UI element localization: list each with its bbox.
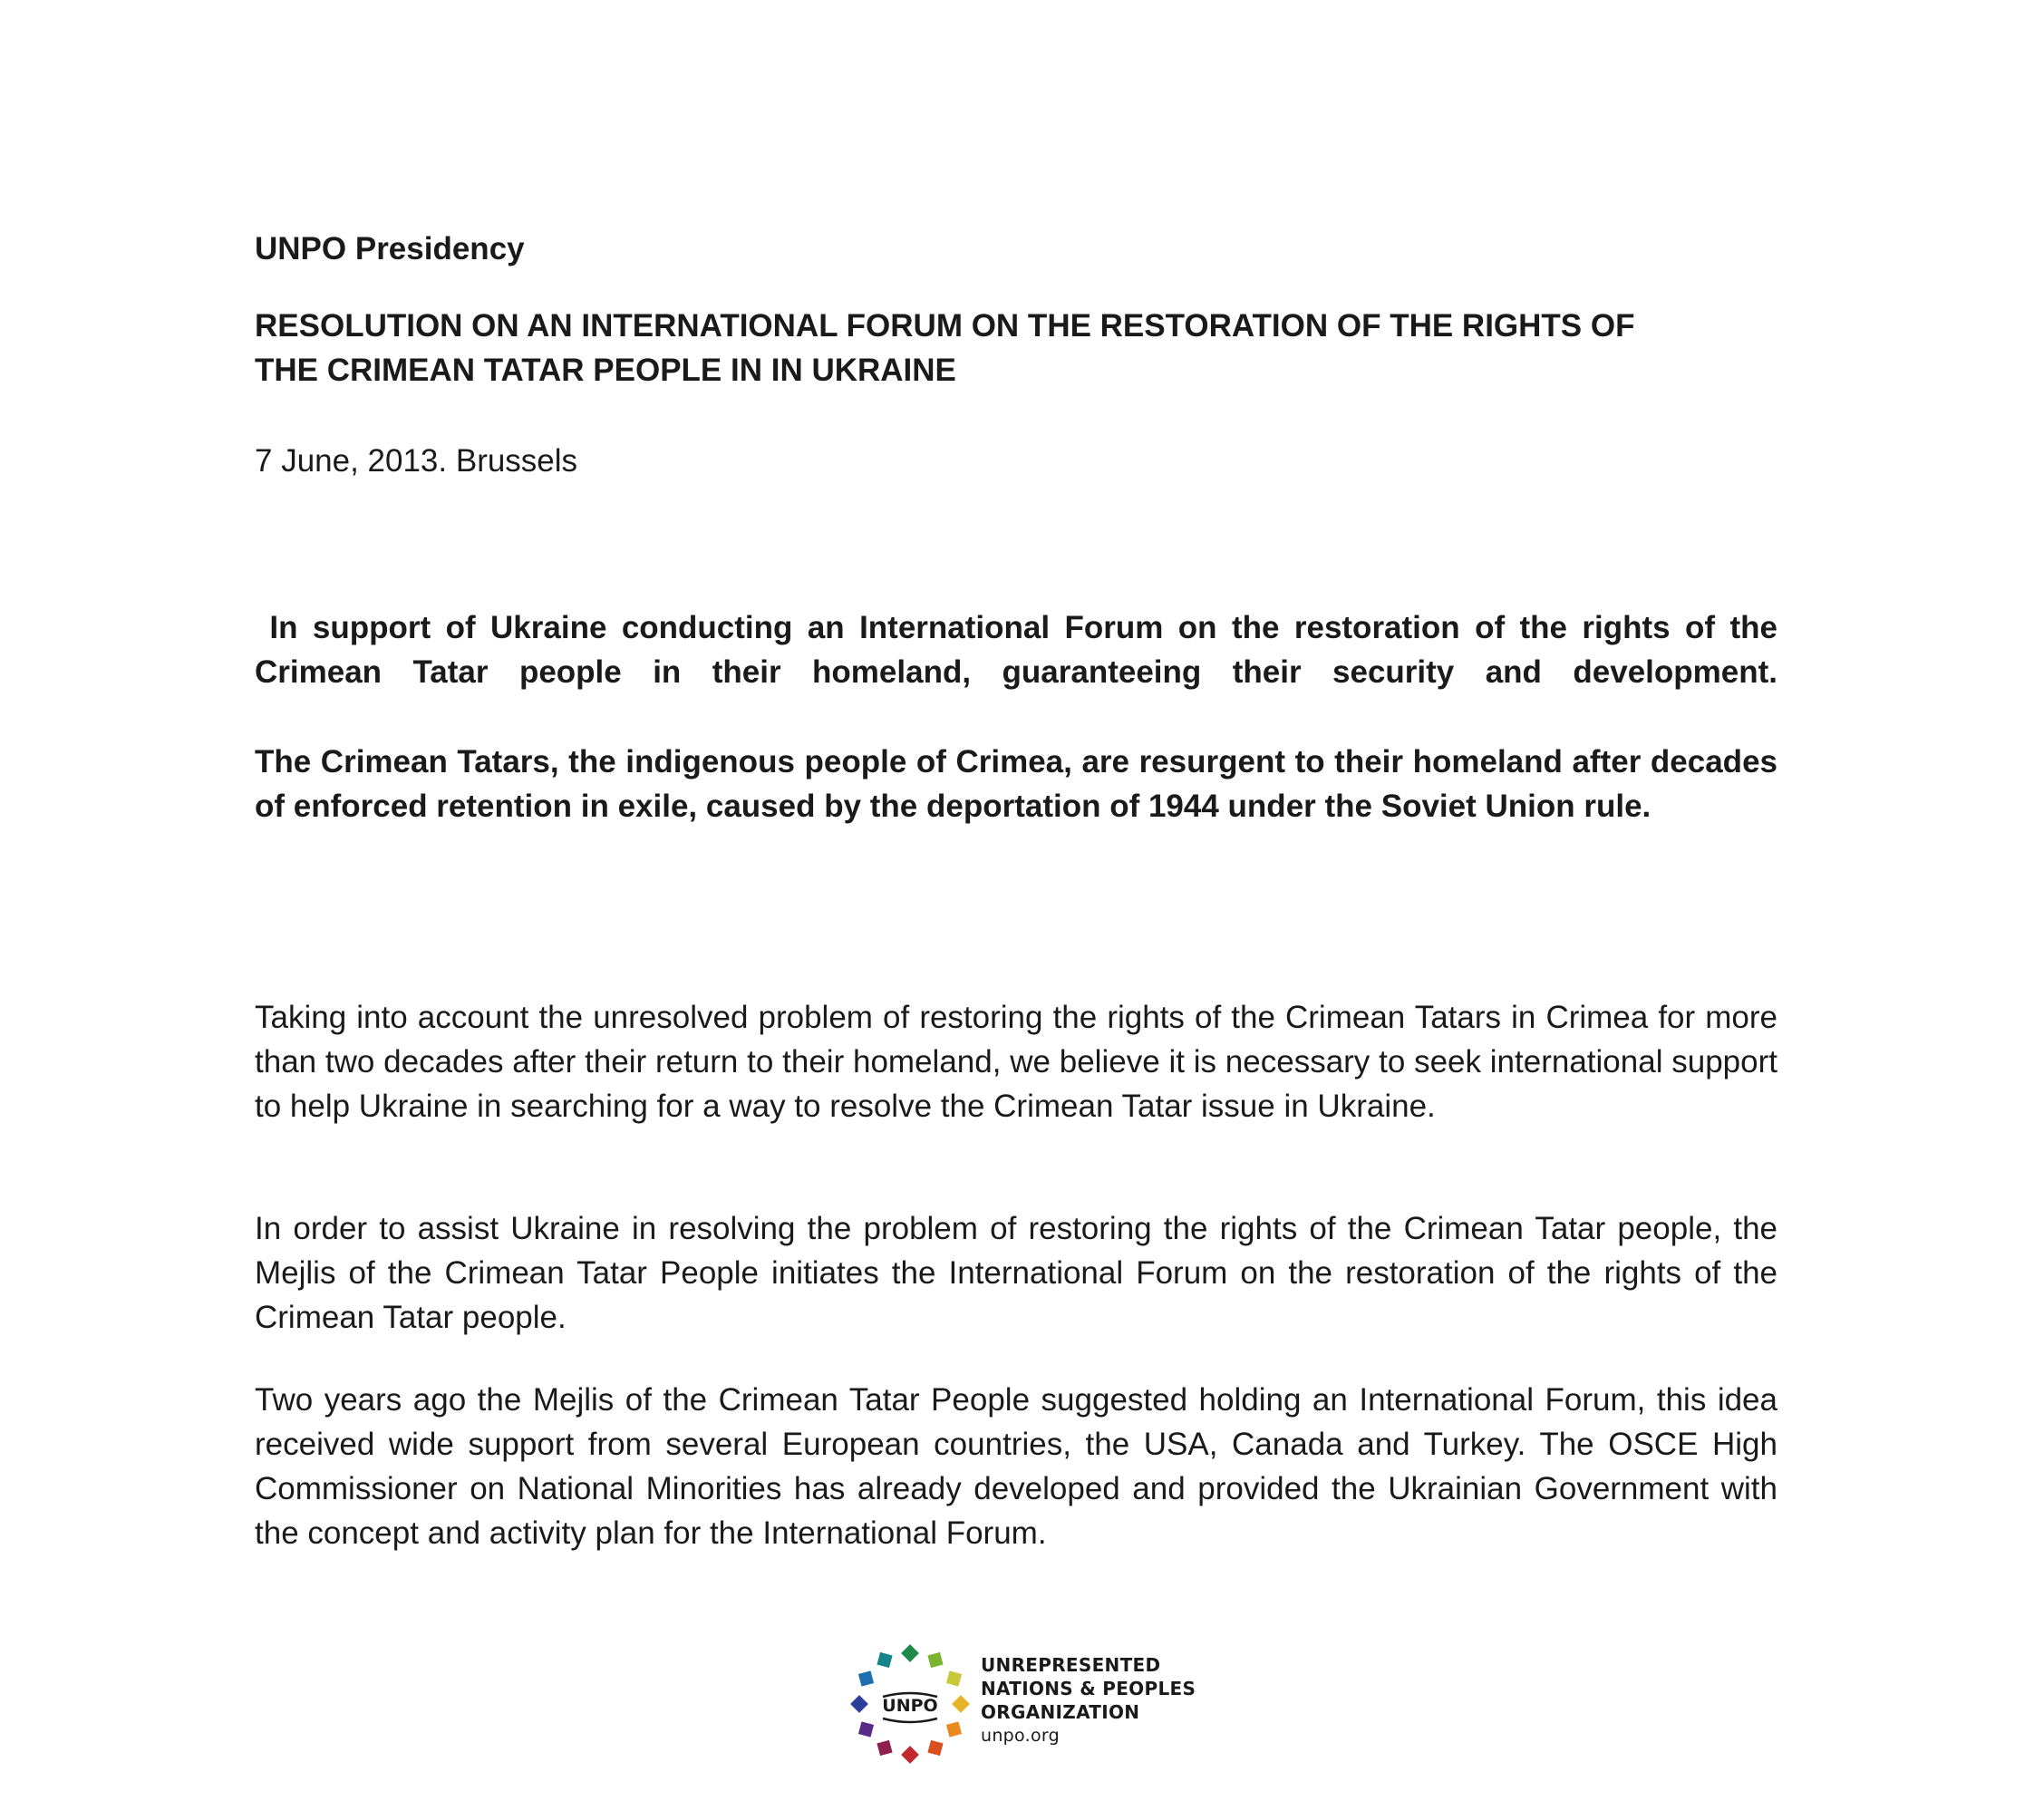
body-paragraph-1: Taking into account the unresolved problem of restoring the rights of the Crimean Tatars in Crimea for more than two decades after their return to their homeland, we believe it is necessary to seek international support to help Ukraine in searching for a way to resolve the Crimean Tatar issue in Ukraine.	[255, 1000, 1777, 1124]
emblem-ring-segment	[946, 1670, 962, 1686]
emblem-ring-segment	[858, 1670, 874, 1686]
logo-wordmark	[981, 1653, 1196, 1747]
lead-paragraph-support: In support of Ukraine conducting an International Forum on the restoration of the rights of the Crimean Tatar people in their homeland, guaranteeing their security and development.	[255, 610, 1777, 690]
emblem-ring-segment	[927, 1740, 943, 1756]
resolution-title-line-2: THE CRIMEAN TATAR PEOPLE IN IN UKRAINE	[255, 353, 956, 388]
logo-line-3: ORGANIZATION	[981, 1701, 1140, 1723]
body-paragraph-2: In order to assist Ukraine in resolving the problem of restoring the rights of the Crimean Tatar people, the Mejlis of the Crimean Tatar People initiates the International Forum on the restoration of the rights of the Crimean Tatar people.	[255, 1211, 1777, 1335]
emblem-text: UNPO	[882, 1696, 938, 1716]
emblem-ring-segment	[927, 1652, 943, 1668]
resolution-title	[255, 304, 1777, 392]
emblem-ring-segment	[877, 1652, 892, 1668]
emblem-ring-segment	[946, 1721, 962, 1737]
presidency-heading: UNPO Presidency	[255, 231, 525, 266]
emblem-ring-segment	[850, 1695, 868, 1713]
emblem-ring-segment	[858, 1721, 874, 1737]
resolution-date: 7 June, 2013. Brussels	[255, 443, 578, 479]
emblem-ring-segment	[877, 1740, 892, 1756]
lead-paragraph-crimean-tatars: The Crimean Tatars, the indigenous people of Crimea, are resurgent to their homeland after decades of enforced retention in exile, caused by the deportation of 1944 under the Soviet Union rule.	[255, 744, 1777, 824]
logo-line-2: NATIONS & PEOPLES	[981, 1678, 1196, 1699]
unpo-logo	[847, 1639, 1209, 1766]
logo-line-1: UNREPRESENTED	[981, 1654, 1161, 1676]
emblem-ring-segment	[952, 1695, 970, 1713]
resolution-title-line-1: RESOLUTION ON AN INTERNATIONAL FORUM ON THE RESTORATION OF THE RIGHTS OF	[255, 308, 1635, 344]
body-paragraph-3: Two years ago the Mejlis of the Crimean Tatar People suggested holding an International Forum, this idea received wide support from several European countries, the USA, Canada and Turkey. The OSCE High Commissioner on National Minorities has already developed and provided the Ukrainian Government with the concept and activity plan for the International Forum.	[255, 1382, 1777, 1551]
emblem-ring-segment	[901, 1746, 919, 1764]
logo-url: unpo.org	[981, 1726, 1061, 1746]
emblem-ring-segment	[901, 1644, 919, 1662]
unpo-emblem-icon	[847, 1639, 973, 1766]
